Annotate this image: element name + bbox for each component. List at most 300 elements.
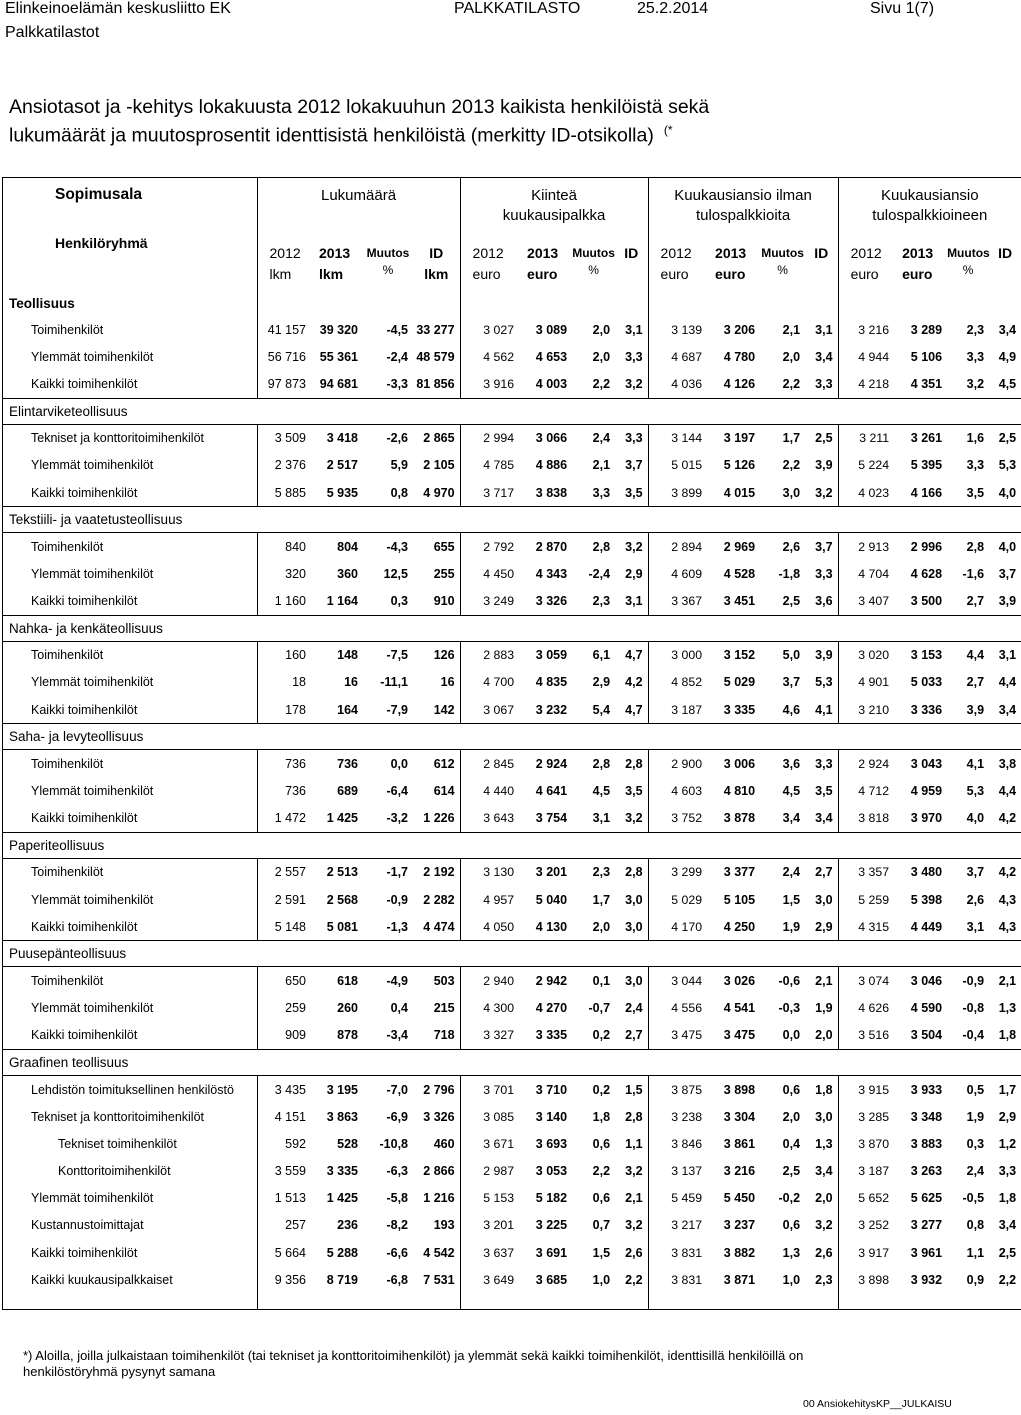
- cell-value: 3 961: [910, 1245, 943, 1260]
- cell-value: 3 504: [910, 1028, 943, 1043]
- subheader-year2012-label: 2012: [472, 245, 504, 261]
- cell-value: 4 218: [858, 376, 890, 391]
- cell-value: 4 785: [483, 458, 515, 473]
- cell-value: 3 304: [723, 1109, 756, 1124]
- empty-cell: [363, 1293, 413, 1309]
- empty-cell: [413, 291, 460, 316]
- cell-value: 3 206: [723, 322, 756, 337]
- cell-value: 1,5: [615, 1075, 648, 1103]
- cell-value: 4 704: [858, 566, 890, 581]
- cell-value: 4 036: [671, 376, 703, 391]
- subheader-year2013-0: [311, 238, 363, 291]
- cell-value: 2 924: [535, 756, 568, 771]
- cell-value: 0,2: [592, 1082, 611, 1097]
- cell-value: 12,5: [383, 566, 408, 581]
- cell-value: 4 050: [483, 919, 515, 934]
- cell-value: 3,7: [782, 675, 801, 690]
- row-label: Ylemmät toimihenkilöt: [3, 452, 257, 479]
- cell-value: 0,6: [782, 1218, 801, 1233]
- cell-value: 2 557: [274, 865, 306, 880]
- subheader-year2012-label: 2012: [660, 245, 692, 261]
- cell-value: 2,5: [998, 431, 1017, 446]
- cell-value: 215: [413, 995, 460, 1022]
- cell-value: 3 026: [723, 973, 756, 988]
- cell-value: 1 160: [274, 594, 306, 609]
- cell-value: 4 315: [858, 919, 890, 934]
- empty-cell: [311, 291, 363, 316]
- cell-value: 0,3: [966, 1136, 985, 1151]
- cell-value: 1 216: [413, 1185, 460, 1212]
- cell-value: 3 691: [535, 1245, 568, 1260]
- subheader-muutos-label: Muutos: [947, 246, 990, 260]
- cell-value: 2 942: [535, 973, 568, 988]
- cell-value: -6,3: [386, 1164, 408, 1179]
- cell-value: 4,0: [998, 539, 1017, 554]
- cell-value: 2 513: [326, 865, 358, 880]
- section-name: Graafinen teollisuus: [3, 1049, 1021, 1075]
- cell-value: 4 653: [535, 349, 568, 364]
- cell-value: 2,1: [592, 458, 611, 473]
- cell-value: 3,0: [615, 967, 648, 995]
- cell-value: 56 716: [267, 349, 306, 364]
- empty-cell: [760, 291, 805, 316]
- empty-cell: [363, 291, 413, 316]
- cell-value: 4 542: [413, 1239, 460, 1266]
- cell-value: 2 996: [910, 539, 943, 554]
- cell-value: -0,7: [588, 1001, 611, 1016]
- table-row: [3, 370, 1021, 398]
- cell-value: 3,3: [805, 750, 838, 778]
- cell-value: 4 562: [483, 349, 515, 364]
- cell-value: 3 831: [671, 1245, 703, 1260]
- cell-value: 1 513: [274, 1191, 306, 1206]
- cell-value: 0,8: [390, 485, 408, 500]
- cell-value: 3,4: [782, 811, 801, 826]
- empty-cell: [519, 1293, 572, 1309]
- cell-value: 1,8: [998, 1028, 1017, 1043]
- cell-value: 4 023: [858, 485, 890, 500]
- cell-value: 5 259: [858, 892, 890, 907]
- cell-value: 5 033: [910, 675, 943, 690]
- subheader-year2013-1: [519, 238, 572, 291]
- cell-value: 2 870: [535, 539, 568, 554]
- cell-value: 3,9: [805, 641, 838, 669]
- cell-value: 2,8: [592, 539, 611, 554]
- cell-value: 5 081: [326, 919, 358, 934]
- cell-value: 2,2: [615, 1266, 648, 1293]
- cell-value: 3,3: [592, 485, 611, 500]
- cell-value: -0,8: [962, 1001, 985, 1016]
- cell-value: 39 320: [319, 322, 358, 337]
- subheader-muutos-3: [947, 238, 989, 291]
- cell-value: 4 151: [274, 1109, 306, 1124]
- table-row: [3, 560, 1021, 587]
- cell-value: 2 900: [671, 756, 703, 771]
- cell-value: 3,1: [615, 588, 648, 616]
- row-label: Toimihenkilöt: [3, 858, 257, 886]
- cell-value: 3,8: [998, 756, 1017, 771]
- cell-value: 2,8: [615, 750, 648, 778]
- cell-value: 1,3: [782, 1245, 801, 1260]
- cell-value: 4 440: [483, 784, 515, 799]
- cell-value: 3,5: [615, 777, 648, 804]
- row-label: Tekniset ja konttoritoimihenkilöt: [3, 1103, 257, 1130]
- subheader-year2012-label: 2012: [269, 245, 301, 261]
- cell-value: 736: [337, 756, 358, 771]
- empty-cell: [460, 1293, 519, 1309]
- table-row: [3, 995, 1021, 1022]
- cell-value: 0,0: [782, 1028, 801, 1043]
- cell-value: 3 137: [671, 1164, 703, 1179]
- cell-value: 3 044: [671, 973, 703, 988]
- cell-value: 2 865: [413, 424, 460, 452]
- cell-value: 4,3: [998, 892, 1017, 907]
- subheader-year2013-label: 2013: [319, 245, 351, 261]
- table-row: [3, 696, 1021, 724]
- cell-value: 3,2: [966, 376, 985, 391]
- cell-value: 3 289: [910, 322, 943, 337]
- section-header: [3, 1049, 1021, 1075]
- cell-value: 2,9: [805, 913, 838, 941]
- empty-cell: [648, 291, 707, 316]
- row-label: Kaikki toimihenkilöt: [3, 913, 257, 941]
- group-kiintea-line2: kuukausipalkka: [502, 207, 606, 224]
- cell-value: 3 027: [483, 322, 515, 337]
- cell-value: 16: [413, 669, 460, 696]
- cell-value: 3 435: [274, 1082, 306, 1097]
- cell-value: 0,6: [782, 1082, 801, 1097]
- cell-value: 2,8: [615, 1103, 648, 1130]
- cell-value: 736: [285, 784, 306, 799]
- cell-value: 1,0: [782, 1272, 801, 1287]
- cell-value: 0,7: [592, 1218, 611, 1233]
- cell-value: 4 300: [483, 1001, 515, 1016]
- cell-value: 16: [344, 675, 358, 690]
- cell-value: -0,9: [962, 973, 985, 988]
- cell-value: 5 664: [274, 1245, 306, 1260]
- subheader-year2013-label: 2013: [902, 245, 934, 261]
- cell-value: 3 263: [910, 1164, 943, 1179]
- row-label: Toimihenkilöt: [3, 533, 257, 561]
- cell-value: 804: [337, 539, 358, 554]
- cell-value: 5 652: [858, 1191, 890, 1206]
- cell-value: 164: [337, 702, 358, 717]
- cell-value: 2,4: [592, 431, 611, 446]
- cell-value: 460: [413, 1130, 460, 1157]
- row-label: Tekniset toimihenkilöt: [3, 1130, 257, 1157]
- subheader-unit: lkm: [424, 266, 449, 282]
- cell-value: 4 590: [910, 1001, 943, 1016]
- row-label: Ylemmät toimihenkilöt: [3, 1185, 257, 1212]
- cell-value: -0,4: [962, 1028, 985, 1043]
- row-label: Toimihenkilöt: [3, 750, 257, 778]
- cell-value: 5 395: [910, 458, 943, 473]
- cell-value: 2,0: [782, 349, 801, 364]
- subheader-pct: %: [777, 263, 788, 277]
- cell-value: 18: [292, 675, 306, 690]
- cell-value: 2,4: [966, 1164, 985, 1179]
- empty-cell: [805, 1293, 838, 1309]
- cell-value: 1,5: [592, 1245, 611, 1260]
- cell-value: 3,6: [782, 756, 801, 771]
- cell-value: 3 500: [910, 594, 943, 609]
- section-name: Elintarviketeollisuus: [3, 398, 1021, 424]
- group-lukumaara-label: Lukumäärä: [321, 187, 397, 204]
- subheader-muutos-label: Muutos: [366, 246, 410, 260]
- cell-value: 4,9: [998, 349, 1017, 364]
- table-row: [3, 533, 1021, 561]
- cell-value: 2,2: [592, 1164, 611, 1179]
- cell-value: 3,3: [805, 560, 838, 587]
- cell-value: 3 882: [723, 1245, 756, 1260]
- title-note: (*: [663, 123, 673, 137]
- cell-value: 1,2: [998, 1136, 1017, 1151]
- table-row: [3, 858, 1021, 886]
- cell-value: 5,3: [805, 669, 838, 696]
- cell-value: -3,4: [386, 1028, 408, 1043]
- row-label: Ylemmät toimihenkilöt: [3, 343, 257, 370]
- cell-value: 1,9: [966, 1109, 985, 1124]
- cell-value: -7,9: [386, 702, 408, 717]
- empty-cell: [460, 291, 519, 316]
- section-header: [3, 398, 1021, 424]
- cell-value: 4 541: [723, 1001, 756, 1016]
- subheader-unit: euro: [850, 266, 879, 282]
- cell-value: 3 861: [723, 1136, 756, 1151]
- empty-cell: [615, 291, 648, 316]
- table-row: [3, 316, 1021, 343]
- subheader-id-1: [615, 238, 648, 291]
- cell-value: 5,3: [998, 458, 1017, 473]
- cell-value: -0,3: [778, 1001, 801, 1016]
- cell-value: 3 693: [535, 1136, 568, 1151]
- cell-value: 4 130: [535, 919, 568, 934]
- cell-value: 2,7: [966, 675, 985, 690]
- section-header: [3, 832, 1021, 858]
- cell-value: 2,0: [782, 1109, 801, 1124]
- cell-value: 2,9: [615, 560, 648, 587]
- cell-value: 1,7: [782, 431, 801, 446]
- row-label: Ylemmät toimihenkilöt: [3, 777, 257, 804]
- empty-cell: [707, 1293, 760, 1309]
- table-row: [3, 1266, 1021, 1293]
- cell-value: 4 957: [483, 892, 515, 907]
- row-label: Kaikki toimihenkilöt: [3, 805, 257, 833]
- cell-value: 3 130: [483, 865, 515, 880]
- cell-value: 0,6: [592, 1191, 611, 1206]
- cell-value: 4,2: [615, 669, 648, 696]
- cell-value: 3 225: [535, 1218, 568, 1233]
- empty-cell: [519, 291, 572, 316]
- cell-value: 3 818: [858, 811, 890, 826]
- cell-value: 5 105: [723, 892, 756, 907]
- table-row: [3, 452, 1021, 479]
- cell-value: 2,1: [805, 967, 838, 995]
- subheader-unit: lkm: [319, 266, 344, 282]
- cell-value: 5 885: [274, 485, 306, 500]
- cell-value: 3 335: [723, 702, 756, 717]
- cell-value: 3 649: [483, 1272, 515, 1287]
- cell-value: 1 425: [326, 1191, 358, 1206]
- cell-value: 1,5: [782, 892, 801, 907]
- cell-value: 4 886: [535, 458, 568, 473]
- group-kiintea: [460, 178, 648, 238]
- cell-value: 2,0: [592, 322, 611, 337]
- cell-value: -7,5: [386, 648, 408, 663]
- cell-value: 4 810: [723, 784, 756, 799]
- empty-cell: [413, 1293, 460, 1309]
- cell-value: 2 282: [413, 886, 460, 913]
- group-lukumaara: [257, 178, 460, 238]
- cell-value: 3,0: [615, 913, 648, 941]
- cell-value: 5 126: [723, 458, 756, 473]
- cell-value: 4 852: [671, 675, 703, 690]
- label-teollisuus: Teollisuus: [3, 291, 257, 316]
- cell-value: 4,1: [966, 756, 985, 771]
- subheader-unit: euro: [715, 266, 746, 282]
- title-line-2-text: lukumäärät ja muutosprosentit identtisistä henkilöistä (merkitty ID-otsikolla): [9, 124, 654, 147]
- empty-cell: [311, 1293, 363, 1309]
- cell-value: 3,7: [966, 865, 985, 880]
- cell-value: 3 559: [274, 1164, 306, 1179]
- cell-value: 2 192: [413, 858, 460, 886]
- cell-value: 3 000: [671, 648, 703, 663]
- group-ilman-line1: Kuukausiansio ilman: [674, 187, 812, 204]
- table-row: [3, 1185, 1021, 1212]
- cell-value: 5 224: [858, 458, 890, 473]
- subheader-id-label: ID: [429, 245, 444, 261]
- section-name: Puusepänteollisuus: [3, 941, 1021, 967]
- table-row: [3, 913, 1021, 941]
- cell-value: 1,7: [998, 1082, 1017, 1097]
- cell-value: 3,5: [615, 479, 648, 507]
- cell-value: 2 845: [483, 756, 515, 771]
- subheader-muutos-label: Muutos: [761, 246, 804, 260]
- document-code: 00 AnsiokehitysKP__JULKAISU: [803, 1398, 952, 1410]
- cell-value: 4 626: [858, 1001, 890, 1016]
- table-row: [3, 1075, 1021, 1103]
- cell-value: 3,2: [805, 479, 838, 507]
- cell-value: 4,1: [805, 696, 838, 724]
- cell-value: -4,3: [386, 539, 408, 554]
- cell-value: 4,5: [998, 376, 1017, 391]
- cell-value: 3 067: [483, 702, 515, 717]
- cell-value: 4,2: [998, 811, 1017, 826]
- cell-value: 2,6: [782, 539, 801, 554]
- cell-value: 1,1: [966, 1245, 985, 1260]
- cell-value: -6,6: [386, 1245, 408, 1260]
- cell-value: 2,4: [615, 995, 648, 1022]
- cell-value: 3 195: [326, 1082, 358, 1097]
- cell-value: 736: [285, 756, 306, 771]
- cell-value: 3,2: [615, 533, 648, 561]
- cell-value: 4 641: [535, 784, 568, 799]
- row-label: Ylemmät toimihenkilöt: [3, 560, 257, 587]
- subheader-year2013-3: [894, 238, 947, 291]
- cell-value: 5 935: [326, 485, 358, 500]
- cell-value: -4,9: [386, 973, 408, 988]
- empty-cell: [572, 291, 615, 316]
- table-row: [3, 479, 1021, 507]
- cell-value: 3 516: [858, 1028, 890, 1043]
- subheader-year2012-1: [460, 238, 519, 291]
- cell-value: 3,3: [615, 424, 648, 452]
- cell-value: -7,0: [386, 1082, 408, 1097]
- empty-cell: [989, 1293, 1021, 1309]
- section-name: Saha- ja levyteollisuus: [3, 724, 1021, 750]
- row-label: Kaikki toimihenkilöt: [3, 1022, 257, 1050]
- footnote-line-1: *) Aloilla, joilla julkaistaan toimihenkilöt (tai tekniset ja konttoritoimihenkilöt) ja ylemmät sekä kaikki toimihenkilöt, identtisillä henkilöillä on: [23, 1348, 804, 1363]
- cell-value: 4 270: [535, 1001, 568, 1016]
- cell-value: 3,3: [615, 343, 648, 370]
- cell-value: 503: [413, 967, 460, 995]
- cell-value: 9 356: [274, 1272, 306, 1287]
- cell-value: 3 643: [483, 811, 515, 826]
- cell-value: 2,1: [615, 1185, 648, 1212]
- cell-value: 5 459: [671, 1191, 703, 1206]
- cell-value: 4,4: [966, 648, 985, 663]
- cell-value: 4,7: [615, 696, 648, 724]
- cell-value: 259: [285, 1001, 306, 1016]
- table-row: [3, 1103, 1021, 1130]
- subheader-year2013-label: 2013: [715, 245, 747, 261]
- table-row: [3, 805, 1021, 833]
- cell-value: 2,6: [805, 1239, 838, 1266]
- cell-value: 3 671: [483, 1136, 515, 1151]
- cell-value: 5 625: [910, 1191, 943, 1206]
- row-label: Ylemmät toimihenkilöt: [3, 669, 257, 696]
- group-tulospalkkioineen: [838, 178, 1021, 238]
- cell-value: 3 089: [535, 322, 568, 337]
- cell-value: 2,5: [782, 594, 801, 609]
- cell-value: 2,3: [805, 1266, 838, 1293]
- cell-value: 3 637: [483, 1245, 515, 1260]
- col-henkiloryhma: [3, 235, 257, 291]
- cell-value: 55 361: [319, 349, 358, 364]
- cell-value: 0,3: [390, 594, 408, 609]
- cell-value: 3,0: [805, 1103, 838, 1130]
- cell-value: 97 873: [267, 376, 306, 391]
- cell-value: 3,0: [615, 886, 648, 913]
- cell-value: 2,4: [782, 865, 801, 880]
- header-row-years: [3, 238, 1021, 291]
- cell-value: 2,7: [615, 1022, 648, 1050]
- cell-value: 1,3: [998, 1001, 1017, 1016]
- cell-value: 3,1: [998, 648, 1017, 663]
- cell-value: 4 126: [723, 376, 756, 391]
- cell-value: 3,4: [998, 322, 1017, 337]
- cell-value: 2,8: [592, 756, 611, 771]
- cell-value: 3 053: [535, 1164, 568, 1179]
- cell-value: 3 451: [723, 594, 756, 609]
- cell-value: 2,9: [998, 1109, 1017, 1124]
- subheader-unit: lkm: [269, 266, 292, 282]
- subheader-unit: euro: [660, 266, 689, 282]
- group-kiintea-line1: Kiinteä: [531, 187, 577, 204]
- cell-value: 3 863: [326, 1109, 358, 1124]
- row-label: Toimihenkilöt: [3, 967, 257, 995]
- cell-value: 1,1: [615, 1130, 648, 1157]
- cell-value: 2,2: [782, 458, 801, 473]
- cell-value: 2 568: [326, 892, 358, 907]
- row-label: Ylemmät toimihenkilöt: [3, 886, 257, 913]
- cell-value: 3 238: [671, 1109, 703, 1124]
- cell-value: 0,5: [966, 1082, 985, 1097]
- empty-cell: [989, 291, 1021, 316]
- cell-value: 4 015: [723, 485, 756, 500]
- cell-value: 3,3: [805, 370, 838, 398]
- cell-value: 3,5: [966, 485, 985, 500]
